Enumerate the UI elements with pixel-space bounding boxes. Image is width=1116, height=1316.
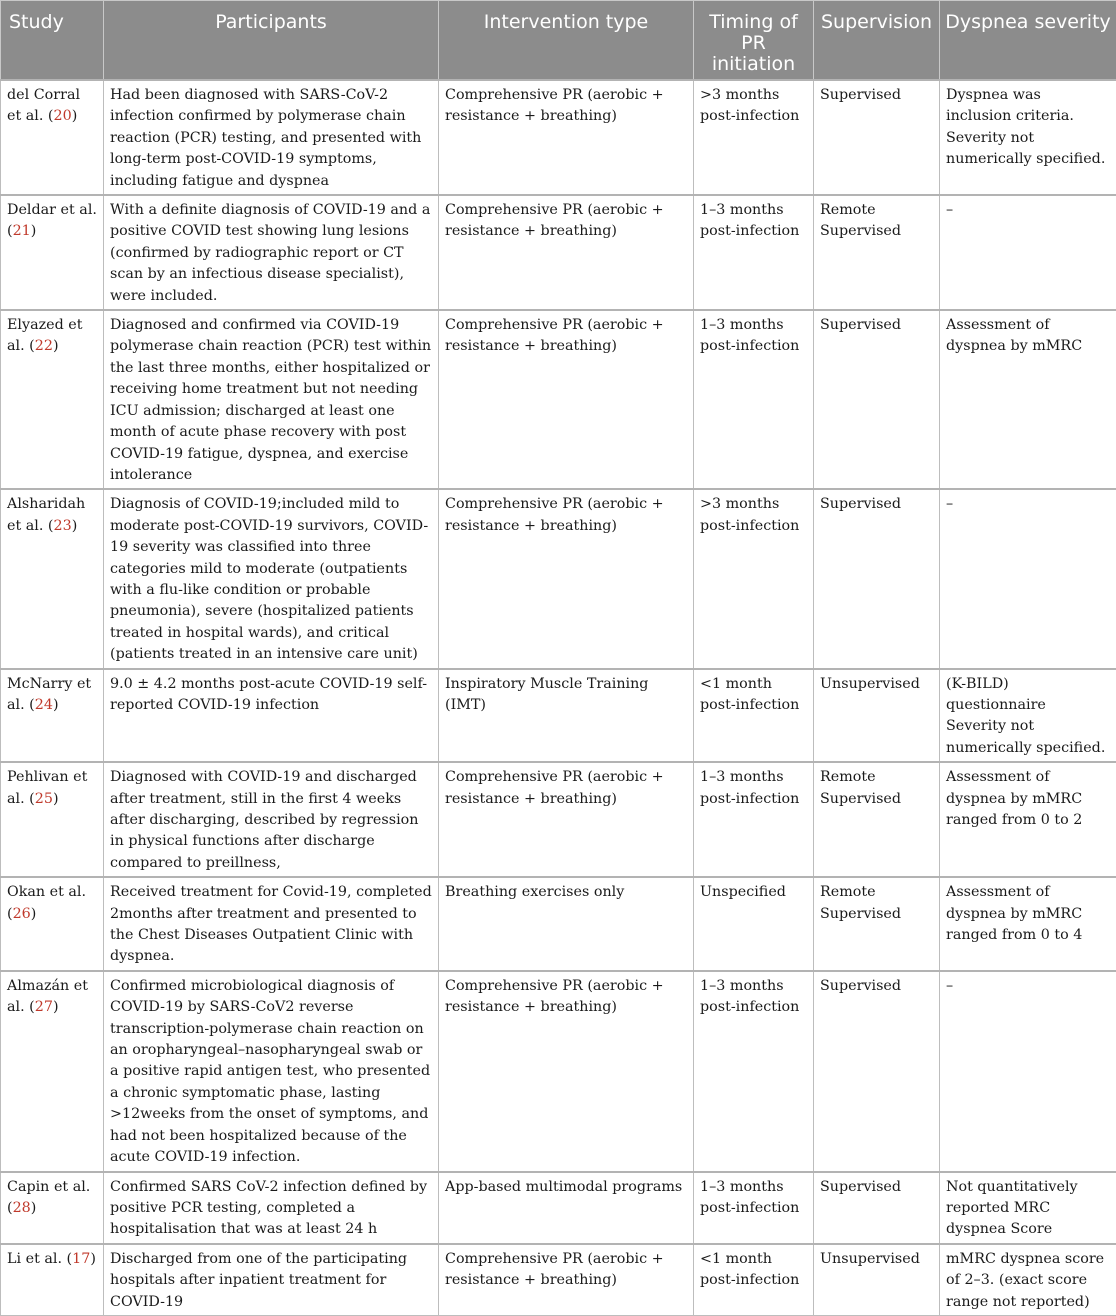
reference-link[interactable]: 17 — [72, 1251, 90, 1267]
table-row — [1, 1172, 1116, 1244]
study-cell — [1, 762, 104, 877]
header-study: Study — [1, 1, 104, 81]
reference-link[interactable]: 28 — [13, 1200, 31, 1216]
study-cell — [1, 195, 104, 310]
dyspnea-cell: Not quantitatively reported MRC dyspnea Score — [940, 1172, 1116, 1244]
header-timing: Timing of PR initiation — [694, 1, 814, 81]
timing-cell: >3 months post-infection — [694, 489, 814, 668]
table-row — [1, 80, 1116, 195]
table-row — [1, 877, 1116, 971]
participants-cell: Received treatment for Covid-19, completed 2months after treatment and presented to the Chest Diseases Outpatient Clinic with dyspnea. — [104, 877, 439, 971]
dyspnea-cell: (K-BILD) questionnaire Severity not numerically specified. — [940, 669, 1116, 763]
supervision-cell: Unsupervised — [814, 669, 940, 763]
intervention-cell: Comprehensive PR (aerobic + resistance + breathing) — [439, 310, 694, 489]
header-row — [1, 1, 1116, 81]
intervention-cell: Comprehensive PR (aerobic + resistance + breathing) — [439, 489, 694, 668]
header-dyspnea: Dyspnea severity — [940, 1, 1116, 81]
table-row — [1, 1244, 1116, 1316]
study-cell — [1, 310, 104, 489]
study-name: McNarry et al. ( — [7, 676, 91, 713]
intervention-cell: Comprehensive PR (aerobic + resistance + breathing) — [439, 80, 694, 195]
reference-link[interactable]: 21 — [13, 223, 31, 239]
participants-cell: With a definite diagnosis of COVID-19 and a positive COVID test showing lung lesions (confirmed by radiographic report or CT scan by an infectious disease specialist), were included. — [104, 195, 439, 310]
dyspnea-cell: mMRC dyspnea score of 2–3. (exact score range not reported) — [940, 1244, 1116, 1316]
reference-link[interactable]: 24 — [35, 697, 53, 713]
table-row — [1, 195, 1116, 310]
study-paren: ) — [53, 697, 59, 713]
study-paren: ) — [72, 108, 78, 124]
intervention-cell: Comprehensive PR (aerobic + resistance + breathing) — [439, 971, 694, 1172]
timing-cell: 1–3 months post-infection — [694, 310, 814, 489]
reference-link[interactable]: 22 — [35, 338, 53, 354]
study-name: Deldar et al. ( — [7, 202, 97, 239]
supervision-cell: Supervised — [814, 489, 940, 668]
table-row — [1, 310, 1116, 489]
timing-cell: 1–3 months post-infection — [694, 195, 814, 310]
study-name: Capin et al. ( — [7, 1179, 90, 1216]
intervention-cell: Comprehensive PR (aerobic + resistance + breathing) — [439, 762, 694, 877]
intervention-cell: App-based multimodal programs — [439, 1172, 694, 1244]
supervision-cell: Supervised — [814, 80, 940, 195]
participants-cell: 9.0 ± 4.2 months post-acute COVID-19 self-reported COVID-19 infection — [104, 669, 439, 763]
study-cell — [1, 669, 104, 763]
study-cell — [1, 80, 104, 195]
intervention-cell: Comprehensive PR (aerobic + resistance + breathing) — [439, 195, 694, 310]
dyspnea-cell: Dyspnea was inclusion criteria. Severity not numerically specified. — [940, 80, 1116, 195]
table-row — [1, 669, 1116, 763]
dyspnea-cell: Assessment of dyspnea by mMRC ranged from 0 to 4 — [940, 877, 1116, 971]
header-intervention: Intervention type — [439, 1, 694, 81]
participants-cell: Had been diagnosed with SARS-CoV-2 infection confirmed by polymerase chain reaction (PCR) testing, and presented with long-term post-COVID-19 symptoms, including fatigue and dyspnea — [104, 80, 439, 195]
supervision-cell: Supervised — [814, 310, 940, 489]
supervision-cell: Unsupervised — [814, 1244, 940, 1316]
dyspnea-cell: Assessment of dyspnea by mMRC — [940, 310, 1116, 489]
participants-cell: Diagnosis of COVID-19;included mild to moderate post-COVID-19 survivors, COVID-19 severity was classified into three categories mild to moderate (outpatients with a flu-like condition or probable pneumonia), severe (hospitalized patients treated in hospital wards), and critical (patients treated in an intensive care unit) — [104, 489, 439, 668]
timing-cell: <1 month post-infection — [694, 1244, 814, 1316]
supervision-cell: Remote Supervised — [814, 195, 940, 310]
study-paren: ) — [72, 518, 78, 534]
dyspnea-cell: – — [940, 195, 1116, 310]
intervention-cell: Inspiratory Muscle Training (IMT) — [439, 669, 694, 763]
supervision-cell: Supervised — [814, 971, 940, 1172]
study-name: Li et al. ( — [7, 1251, 72, 1267]
table-body — [1, 80, 1116, 1315]
timing-cell: 1–3 months post-infection — [694, 971, 814, 1172]
study-paren: ) — [53, 791, 59, 807]
timing-cell: 1–3 months post-infection — [694, 1172, 814, 1244]
participants-cell: Confirmed microbiological diagnosis of COVID-19 by SARS-CoV2 reverse transcription-polymerase chain reaction on an oropharyngeal–nasopharyngeal swab or a positive rapid antigen test, who presented a chronic symptomatic phase, lasting >12weeks from the onset of symptoms, and had not been hospitalized because of the acute COVID-19 infection. — [104, 971, 439, 1172]
table-row — [1, 489, 1116, 668]
intervention-cell: Comprehensive PR (aerobic + resistance + breathing) — [439, 1244, 694, 1316]
timing-cell: <1 month post-infection — [694, 669, 814, 763]
table-row — [1, 762, 1116, 877]
study-name: Elyazed et al. ( — [7, 317, 83, 354]
timing-cell: >3 months post-infection — [694, 80, 814, 195]
supervision-cell: Supervised — [814, 1172, 940, 1244]
study-name: Almazán et al. ( — [7, 978, 88, 1015]
study-name: del Corral et al. ( — [7, 87, 80, 124]
reference-link[interactable]: 25 — [35, 791, 53, 807]
timing-cell: 1–3 months post-infection — [694, 762, 814, 877]
reference-link[interactable]: 23 — [54, 518, 72, 534]
dyspnea-cell: – — [940, 971, 1116, 1172]
study-cell — [1, 489, 104, 668]
supervision-cell: Remote Supervised — [814, 762, 940, 877]
study-paren: ) — [31, 223, 37, 239]
study-paren: ) — [53, 999, 59, 1015]
participants-cell: Diagnosed and confirmed via COVID-19 polymerase chain reaction (PCR) test within the last three months, either hospitalized or receiving home treatment but not needing ICU admission; discharged at least one month of acute phase recovery with post COVID-19 fatigue, dyspnea, and exercise intolerance — [104, 310, 439, 489]
study-name: Pehlivan et al. ( — [7, 769, 87, 806]
study-paren: ) — [53, 338, 59, 354]
dyspnea-cell: – — [940, 489, 1116, 668]
intervention-cell: Breathing exercises only — [439, 877, 694, 971]
study-paren: ) — [90, 1251, 96, 1267]
study-name: Okan et al. ( — [7, 884, 86, 921]
reference-link[interactable]: 27 — [35, 999, 53, 1015]
timing-cell: Unspecified — [694, 877, 814, 971]
participants-cell: Discharged from one of the participating hospitals after inpatient treatment for COVID-19 — [104, 1244, 439, 1316]
study-cell — [1, 877, 104, 971]
header-participants: Participants — [104, 1, 439, 81]
study-cell — [1, 1244, 104, 1316]
participants-cell: Confirmed SARS CoV-2 infection defined by positive PCR testing, completed a hospitalisation that was at least 24 h — [104, 1172, 439, 1244]
participants-cell: Diagnosed with COVID-19 and discharged after treatment, still in the first 4 weeks after discharging, described by regression in physical functions after discharge compared to preillness, — [104, 762, 439, 877]
reference-link[interactable]: 26 — [13, 906, 31, 922]
study-paren: ) — [31, 1200, 37, 1216]
table-row — [1, 971, 1116, 1172]
study-cell — [1, 971, 104, 1172]
study-name: Alsharidah et al. ( — [7, 496, 85, 533]
header-supervision: Supervision — [814, 1, 940, 81]
study-cell — [1, 1172, 104, 1244]
supervision-cell: Remote Supervised — [814, 877, 940, 971]
reference-link[interactable]: 20 — [54, 108, 72, 124]
study-paren: ) — [31, 906, 37, 922]
dyspnea-cell: Assessment of dyspnea by mMRC ranged from 0 to 2 — [940, 762, 1116, 877]
